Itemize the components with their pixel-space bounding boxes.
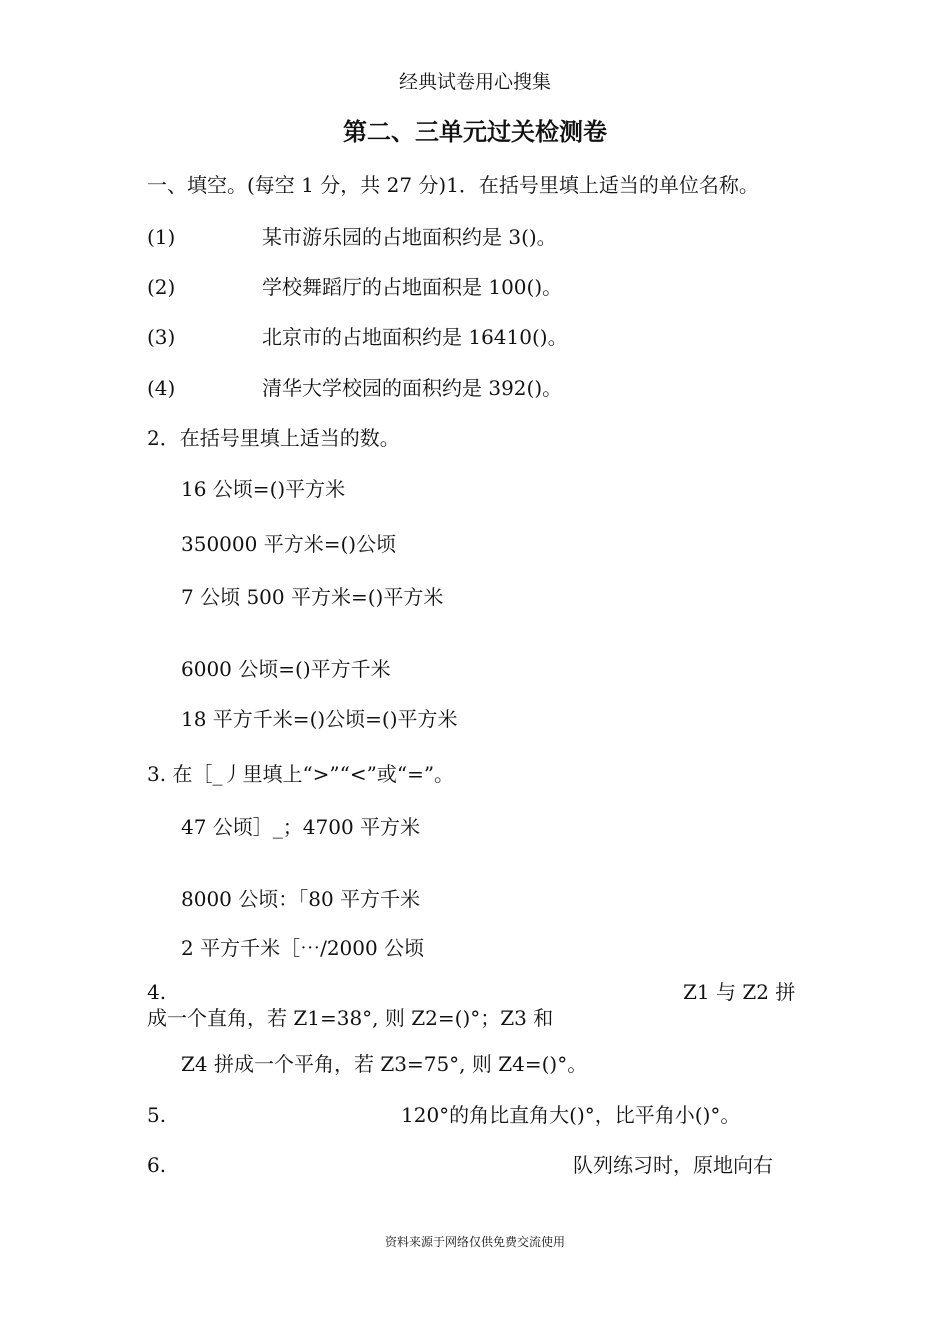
page-header: 经典试卷用心搜集 bbox=[398, 71, 551, 93]
q3-item-2: 8000 公顷：「80 平方千米 bbox=[181, 887, 421, 911]
q1-item-3-number: (3) bbox=[147, 325, 176, 349]
page-footer: 资料来源于网络仅供免费交流使用 bbox=[384, 1235, 565, 1249]
q4-line-2: 成一个直角，若 Z1=38°, 则 Z2=()°；Z3 和 bbox=[147, 1006, 554, 1030]
q2-item-5: 18 平方千米=()公顷=()平方米 bbox=[181, 707, 458, 731]
q1-item-3-text: 北京市的占地面积约是 16410()。 bbox=[262, 325, 568, 349]
q2-heading: 2．在括号里填上适当的数。 bbox=[147, 426, 400, 450]
q1-item-4-number: (4) bbox=[147, 376, 176, 400]
q2-item-3: 7 公顷 500 平方米=()平方米 bbox=[181, 585, 444, 609]
q2-item-4: 6000 公顷=()平方千米 bbox=[181, 657, 391, 681]
q5-number: 5. bbox=[147, 1103, 167, 1127]
q3-heading: 3. 在［_丿里填上“>”“<”或“=”。 bbox=[147, 762, 455, 786]
q1-item-4-text: 清华大学校园的面积约是 392()。 bbox=[262, 376, 563, 400]
page-title: 第二、三单元过关检测卷 bbox=[343, 117, 607, 146]
q2-item-1: 16 公顷=()平方米 bbox=[181, 477, 346, 501]
q5-text: 120°的角比直角大()°，比平角小()°。 bbox=[401, 1103, 741, 1127]
section1-heading: 一、填空。(每空 1 分，共 27 分)1．在括号里填上适当的单位名称。 bbox=[147, 173, 759, 197]
q1-item-2-text: 学校舞蹈厅的占地面积是 100()。 bbox=[262, 275, 563, 299]
q2-item-2: 350000 平方米=()公顷 bbox=[181, 532, 397, 556]
q3-item-1: 47 公顷］_；4700 平方米 bbox=[181, 815, 421, 839]
q1-item-2-number: (2) bbox=[147, 275, 176, 299]
q1-item-1-text: 某市游乐园的占地面积约是 3()。 bbox=[262, 225, 557, 249]
q1-item-1-number: (1) bbox=[147, 225, 176, 249]
q6-text: 队列练习时，原地向右 bbox=[573, 1153, 773, 1177]
q4-number: 4. bbox=[147, 980, 167, 1004]
q4-line-3: Z4 拼成一个平角，若 Z3=75°, 则 Z4=()°。 bbox=[181, 1052, 588, 1076]
q3-item-3: 2 平方千米［⋯/2000 公顷 bbox=[181, 936, 425, 960]
q4-text-right: Z1 与 Z2 拼 bbox=[683, 980, 796, 1004]
q6-number: 6. bbox=[147, 1153, 167, 1177]
